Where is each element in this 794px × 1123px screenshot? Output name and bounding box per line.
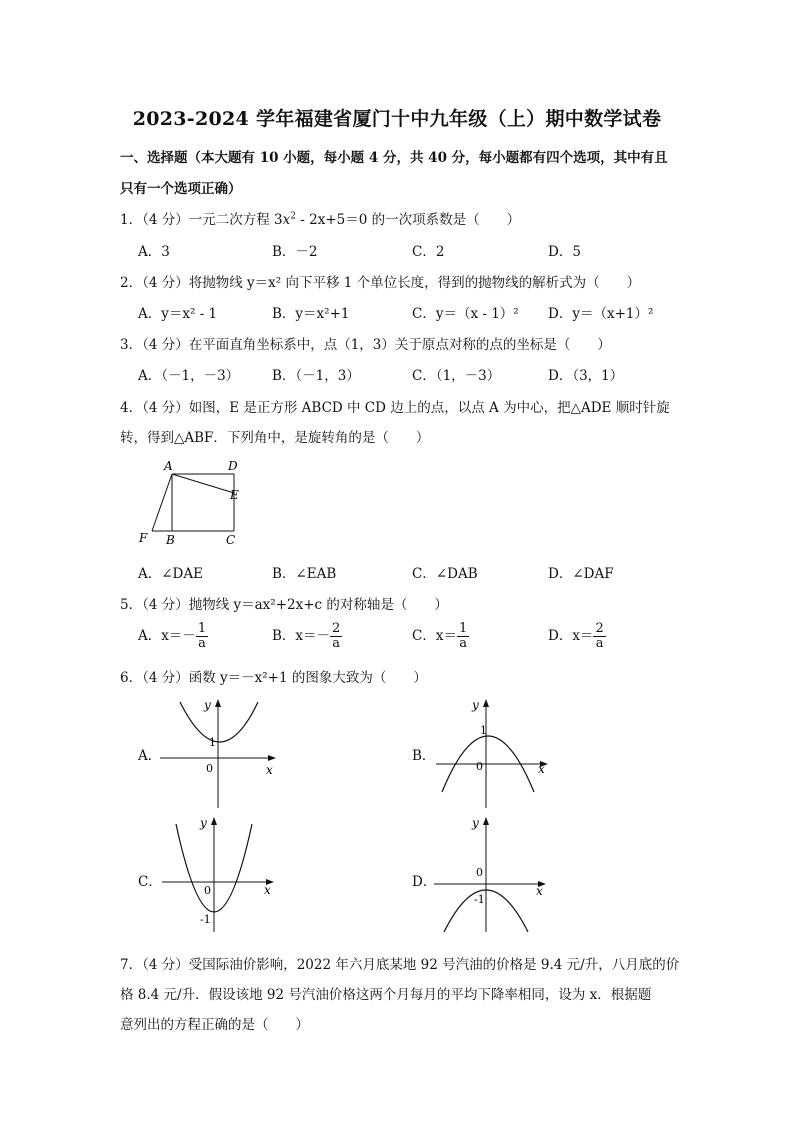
q5-option-d[interactable] bbox=[548, 622, 606, 651]
numerator: 1 bbox=[458, 621, 468, 636]
q2-stem: 2．（4 分）将抛物线 y＝x² 向下平移 1 个单位长度，得到的抛物线的解析式为（ ） bbox=[120, 275, 641, 291]
q4-edge-af bbox=[152, 474, 172, 531]
q4-option-c[interactable]: C．∠DAB bbox=[412, 566, 478, 582]
q6-graph-a bbox=[160, 694, 280, 808]
q5-option-c[interactable] bbox=[412, 622, 469, 651]
q4-label-c: C bbox=[226, 533, 236, 547]
x-axis-arrow-icon bbox=[268, 755, 276, 761]
q6-stem: 6．（4 分）函数 y＝－x²+1 的图象大致为（ ） bbox=[120, 670, 427, 686]
numerator: 2 bbox=[595, 621, 604, 636]
y-label: y bbox=[472, 816, 479, 830]
q4-label-a: A bbox=[164, 459, 173, 473]
q5-option-a[interactable] bbox=[138, 622, 208, 651]
q5-option-a-label: A．x＝－ bbox=[138, 628, 196, 644]
numerator: 1 bbox=[197, 621, 207, 636]
q6-option-d[interactable]: D． bbox=[412, 874, 437, 890]
q4-stem-line2: 转，得到△ABF．下列角中，是旋转角的是（ ） bbox=[120, 430, 430, 446]
q2-option-b[interactable]: B．y＝x²+1 bbox=[272, 306, 350, 322]
section-heading-line1: 一、选择题（本大题有 10 小题，每小题 4 分，共 40 分，每小题都有四个选项，其中有且 bbox=[120, 150, 668, 166]
intercept-label: -1 bbox=[200, 913, 211, 926]
intercept-label: -1 bbox=[474, 893, 485, 906]
q3-option-d[interactable]: D．（3，1） bbox=[548, 368, 624, 384]
q1-option-d[interactable]: D．5 bbox=[548, 244, 581, 260]
x-label: x bbox=[536, 884, 543, 898]
intercept-label: 1 bbox=[209, 736, 216, 749]
q1-option-a[interactable]: A．3 bbox=[138, 244, 170, 260]
q1-stem-pre: 1．（4 分）一元二次方程 3 bbox=[120, 212, 283, 228]
q7-stem-line3: 意列出的方程正确的是（ ） bbox=[120, 1017, 309, 1033]
q7-stem-line2: 格 8.4 元/升．假设该地 92 号汽油价格这两个月每月的平均下降率相同，设为 x．根据题 bbox=[120, 987, 652, 1003]
origin-label: 0 bbox=[204, 884, 211, 897]
q3-option-a[interactable]: A．（－1，－3） bbox=[138, 368, 240, 384]
q2-option-d[interactable]: D．y＝（x+1）² bbox=[548, 306, 654, 322]
q1-stem-sup: 2 bbox=[290, 211, 296, 222]
origin-label: 0 bbox=[476, 866, 483, 879]
origin-label: 0 bbox=[476, 760, 483, 773]
origin-label: 0 bbox=[206, 762, 213, 775]
q4-square-figure bbox=[136, 456, 246, 548]
q5-option-c-fraction bbox=[457, 622, 469, 651]
numerator: 2 bbox=[332, 621, 341, 636]
q6-graph-c bbox=[162, 812, 282, 932]
x-label: x bbox=[264, 883, 271, 897]
q4-option-b[interactable]: B．∠EAB bbox=[272, 566, 337, 582]
q4-label-f: F bbox=[139, 531, 148, 545]
y-axis-arrow-icon bbox=[483, 817, 489, 825]
q1-stem-x: x bbox=[282, 212, 291, 228]
page-title: 2023-2024 学年福建省厦门十中九年级（上）期中数学试卷 bbox=[132, 108, 662, 130]
q5-stem: 5．（4 分）抛物线 y＝ax²+2x+c 的对称轴是（ ） bbox=[120, 597, 448, 613]
q4-option-a[interactable]: A．∠DAE bbox=[138, 566, 203, 582]
q5-option-a-fraction bbox=[196, 622, 208, 651]
y-label: y bbox=[200, 816, 207, 830]
q4-stem-line1: 4．（4 分）如图，E 是正方形 ABCD 中 CD 边上的点，以点 A 为中心，把△ADE 顺时针旋 bbox=[120, 400, 670, 416]
x-label: x bbox=[266, 763, 273, 777]
q4-label-b: B bbox=[166, 533, 175, 547]
section-heading-line2: 只有一个选项正确） bbox=[120, 181, 242, 197]
q3-option-b[interactable]: B．（－1，3） bbox=[272, 368, 360, 384]
q4-label-d: D bbox=[228, 459, 238, 473]
q2-option-a[interactable]: A．y＝x² - 1 bbox=[138, 306, 218, 322]
q5-option-b-label: B．x＝－ bbox=[272, 628, 331, 644]
q5-option-c-label: C．x＝ bbox=[412, 628, 457, 644]
q3-option-c[interactable]: C．（1，－3） bbox=[412, 368, 501, 384]
q6-option-c[interactable]: C． bbox=[138, 874, 162, 890]
y-label: y bbox=[472, 698, 479, 712]
q6-option-b[interactable]: B． bbox=[412, 748, 436, 764]
y-axis-arrow-icon bbox=[483, 699, 489, 707]
q5-option-d-fraction bbox=[593, 622, 605, 651]
q1-stem-post: - 2x+5＝0 的一次项系数是（ ） bbox=[295, 212, 521, 228]
y-label: y bbox=[204, 698, 211, 712]
q4-edge-ae bbox=[172, 474, 234, 493]
denominator: a bbox=[198, 636, 206, 651]
q7-stem-line1: 7．（4 分）受国际油价影响，2022 年六月底某地 92 号汽油的价格是 9.4 元/升，八月底的价 bbox=[120, 957, 680, 973]
q1-option-c[interactable]: C．2 bbox=[412, 244, 445, 260]
denominator: a bbox=[332, 636, 341, 651]
q6-graph-d bbox=[434, 812, 554, 932]
q4-option-d[interactable]: D．∠DAF bbox=[548, 566, 614, 582]
q1-option-b[interactable]: B．－2 bbox=[272, 244, 318, 260]
q6-option-a[interactable]: A． bbox=[138, 748, 162, 764]
y-axis-arrow-icon bbox=[215, 699, 221, 707]
q4-label-e: E bbox=[230, 488, 239, 502]
q5-option-d-label: D．x＝ bbox=[548, 628, 594, 644]
q6-graph-b bbox=[436, 694, 556, 808]
denominator: a bbox=[595, 636, 604, 651]
y-axis-arrow-icon bbox=[211, 817, 217, 825]
q5-option-b[interactable] bbox=[272, 622, 342, 651]
q1-stem bbox=[120, 208, 520, 228]
q2-option-c[interactable]: C．y＝（x - 1）² bbox=[412, 306, 519, 322]
intercept-label: 1 bbox=[480, 724, 487, 737]
q3-stem: 3．（4 分）在平面直角坐标系中，点（1，3）关于原点对称的点的坐标是（ ） bbox=[120, 337, 611, 353]
x-label: x bbox=[538, 762, 545, 776]
denominator: a bbox=[459, 636, 467, 651]
q5-option-b-fraction bbox=[330, 622, 342, 651]
parabola-curve bbox=[180, 702, 258, 742]
